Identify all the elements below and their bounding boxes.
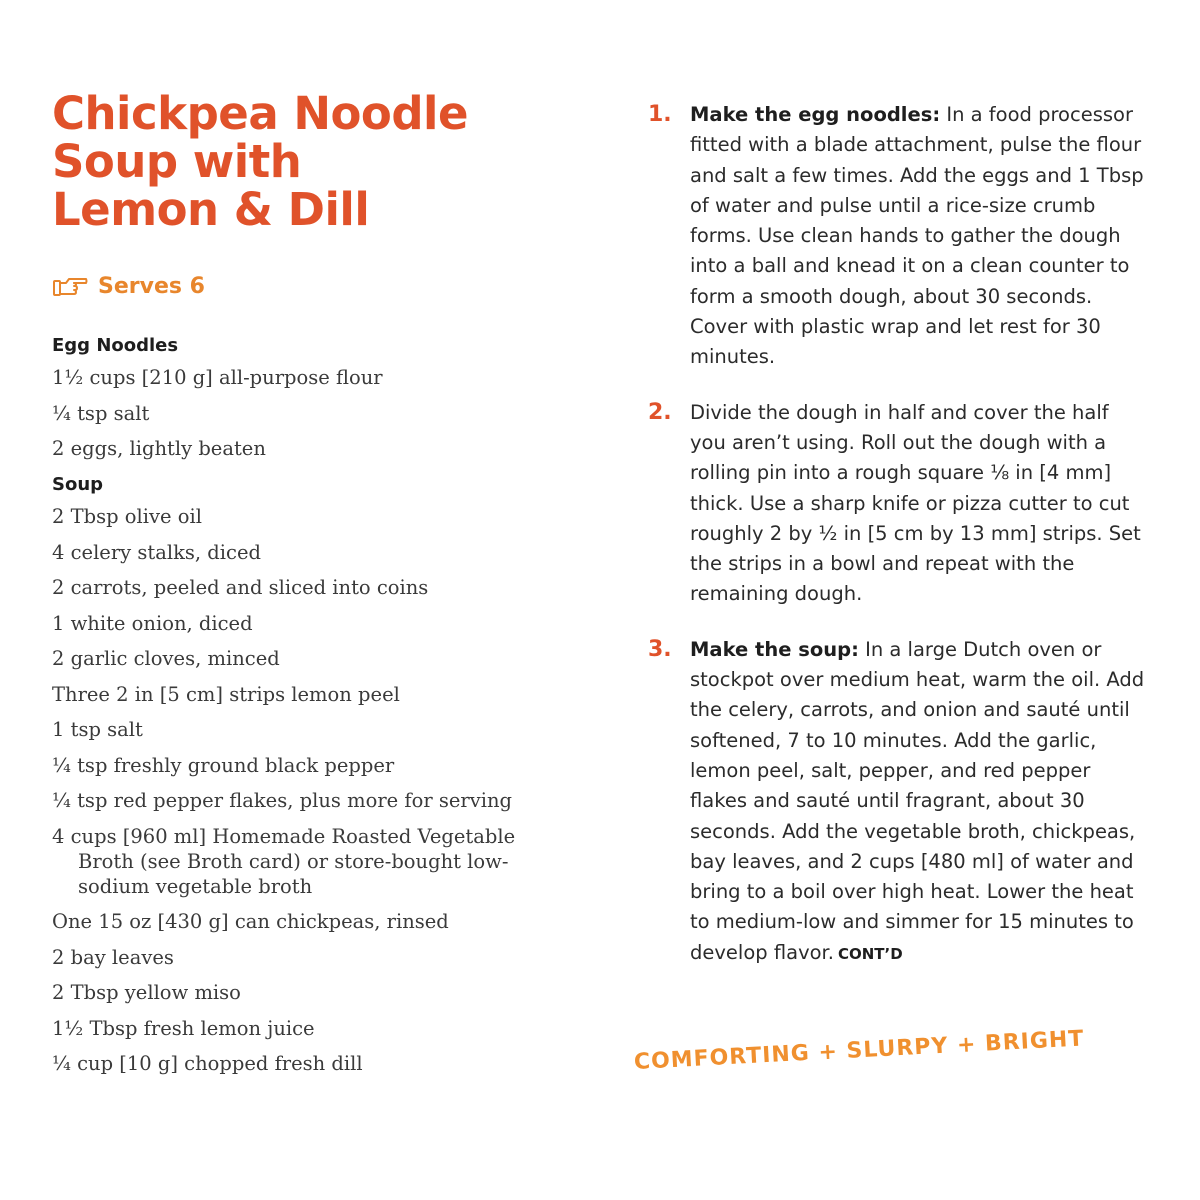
tagline: COMFORTING + SLURPY + BRIGHT [633, 1026, 1085, 1075]
title-line-3: Lemon & Dill [52, 183, 370, 236]
ingredient-item: 2 Tbsp yellow miso [52, 981, 241, 1004]
step-instructions: In a large Dutch oven or stockpot over medium heat, warm the oil. Add the celery, carrots, and onion and sauté until softened, 7 to 10 minutes. Add the garlic, lemon peel, salt, pepper, and red pepper flakes and sauté until fragrant, about 30 seconds. Add the vegetable broth, chickpeas, bay leaves, and 2 cups [480 ml] of water and bring to a boil over high heat. Lower the heat to medium-low and simmer for 15 minutes to develop flavor. [690, 637, 1145, 964]
step-2 [648, 398, 1148, 610]
ingredient-item: 2 bay leaves [52, 945, 174, 969]
pointing-hand-icon [52, 275, 88, 299]
step-lead: Make the soup: [690, 637, 859, 661]
step-text [690, 635, 1148, 969]
ingredient-item: One 15 oz [430 g] can chickpeas, rinsed [52, 910, 449, 933]
servings-label: Serves 6 [98, 274, 205, 299]
step-instructions: In a food processor fitted with a blade attachment, pulse the flour and salt a few times. Add the eggs and 1 Tbsp of water and pulse until a rice-size crumb forms. Use clean hands to gather the dough into a ball and knead it on a clean counter to form a smooth dough, about 30 seconds. Cover with plastic wrap and let rest for 30 minutes. [690, 103, 1144, 369]
ingredient-item: ¼ tsp salt [52, 401, 150, 425]
ingredient-item: 1 white onion, diced [52, 611, 253, 635]
ingredient-item: ¼ tsp freshly ground black pepper [52, 753, 395, 777]
ingredient-item: ¼ tsp red pepper flakes, plus more for serving [52, 789, 513, 812]
recipe-title [52, 87, 572, 236]
servings [52, 274, 205, 299]
step-1 [648, 100, 1148, 373]
step-number: 1. [648, 102, 672, 127]
ingredient-item: 2 garlic cloves, minced [52, 647, 280, 670]
step-number: 3. [648, 636, 672, 662]
ingredient-item: 1½ Tbsp fresh lemon juice [52, 1016, 315, 1040]
soup-heading: Soup [52, 474, 104, 495]
step-3 [648, 635, 1148, 969]
continued-marker: CONT’D [837, 944, 903, 963]
ingredient-item: 2 eggs, lightly beaten [52, 437, 266, 460]
step-text [690, 100, 1148, 373]
ingredient-item: 4 cups [960 ml] Homemade Roasted Vegetable Broth (see Broth card) or store-bought low-sodium vegetable broth [52, 824, 516, 898]
ingredient-item: 4 celery stalks, diced [52, 540, 261, 564]
ingredients-list [52, 334, 552, 1076]
method-steps [648, 100, 1148, 969]
ingredient-item: 1½ cups [210 g] all-purpose flour [52, 366, 383, 389]
egg-noodles-heading: Egg Noodles [52, 335, 179, 356]
ingredient-item: 2 carrots, peeled and sliced into coins [52, 576, 429, 599]
ingredient-item: ¼ cup [10 g] chopped fresh dill [52, 1052, 363, 1075]
step-text [690, 398, 1148, 610]
ingredient-item: Three 2 in [5 cm] strips lemon peel [52, 682, 400, 706]
title-line-2: Soup with [52, 135, 302, 188]
step-number: 2. [648, 399, 672, 425]
title-line-1: Chickpea Noodle [52, 87, 469, 140]
ingredient-item: 1 tsp salt [52, 718, 143, 741]
step-lead: Make the egg noodles: [690, 103, 941, 126]
step-instructions: Divide the dough in half and cover the half you aren’t using. Roll out the dough with a rolling pin into a rough square ⅛ in [4 mm] thick. Use a sharp knife or pizza cutter to cut roughly 2 by ½ in [5 cm by 13 mm] strips. Set the strips in a bowl and repeat with the remaining dough. [690, 400, 1141, 606]
ingredient-item: 2 Tbsp olive oil [52, 505, 202, 528]
